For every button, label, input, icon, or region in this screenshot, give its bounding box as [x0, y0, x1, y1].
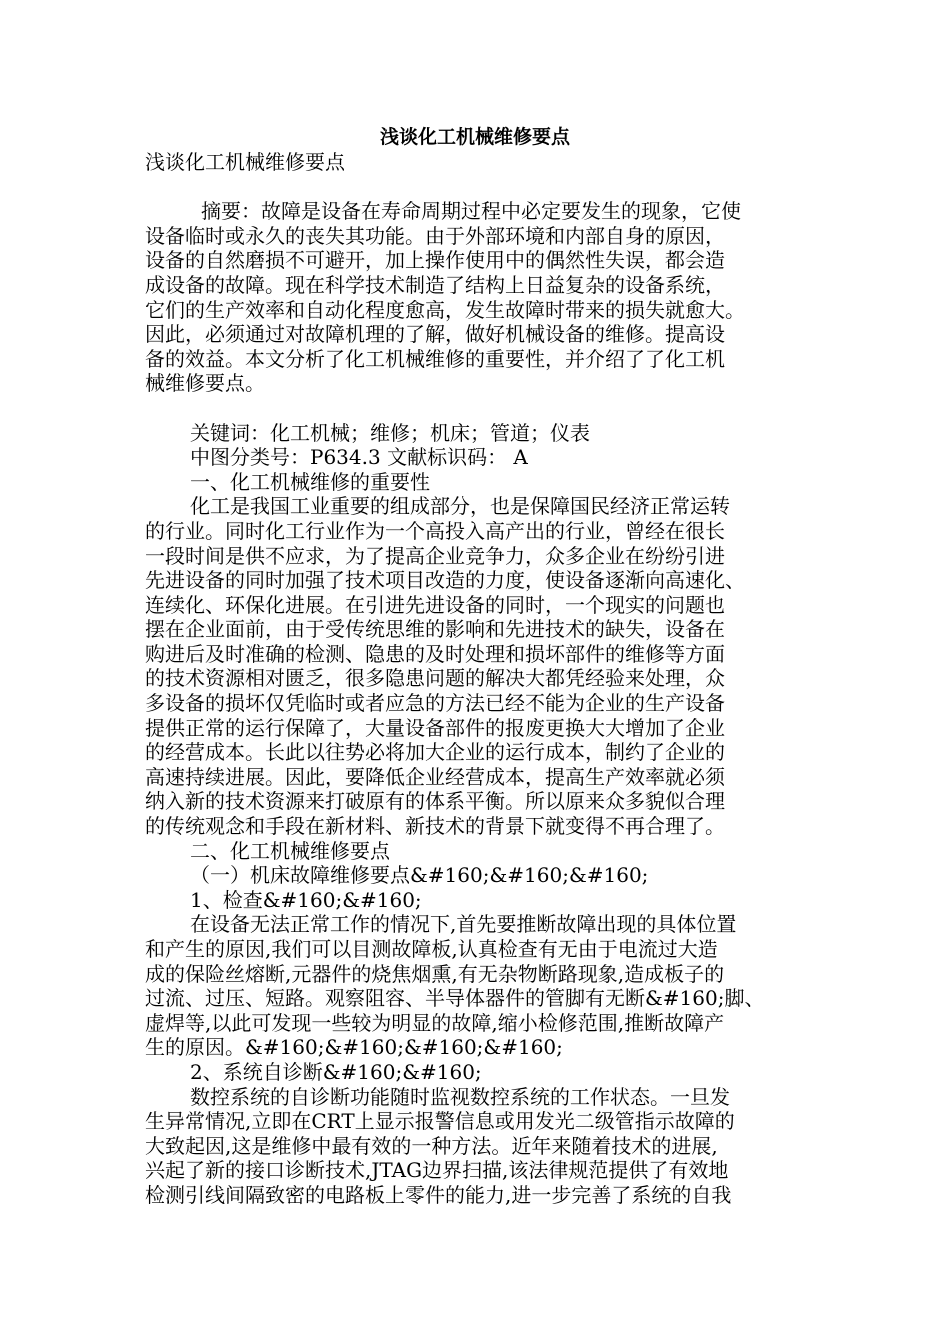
section-heading: 二、化工机械维修要点 [190, 838, 390, 863]
paragraph-line: 连续化、环保化进展。在引进先进设备的同时，一个现实的问题也 [145, 592, 725, 617]
document-body [145, 150, 805, 1208]
paragraph-line: 纳入新的技术资源来打破原有的体系平衡。所以原来众多貌似合理 [145, 789, 725, 814]
abstract-line: 设备的自然磨损不可避开，加上操作使用中的偶然性失误，都会造 [145, 248, 725, 273]
paragraph-line: 在设备无法正常工作的情况下,首先要推断故障出现的具体位置 [190, 912, 737, 937]
abstract-line: 设备临时或永久的丧失其功能。由于外部环境和内部自身的原因， [145, 223, 725, 248]
paragraph-line: 提供正常的运行保障了，大量设备部件的报废更换大大增加了企业 [145, 715, 725, 740]
item-heading: 2、系统自诊断&#160;&#160; [190, 1059, 482, 1084]
paragraph-line: 大致起因,这是维修中最有效的一种方法。近年来随着技术的进展, [145, 1133, 718, 1158]
paragraph-line: 购进后及时准确的检测、隐患的及时处理和损坏部件的维修等方面 [145, 641, 725, 666]
classification: 中图分类号：P634.3 文献标识码： A [190, 445, 528, 470]
abstract [145, 199, 805, 396]
abstract-line: 成设备的故障。现在科学技术制造了结构上日益复杂的设备系统， [145, 272, 725, 297]
paragraph-line: 的行业。同时化工行业作为一个高投入高产出的行业，曾经在很长 [145, 518, 725, 543]
paragraph-line: 检测引线间隔致密的电路板上零件的能力,进一步完善了系统的自我 [145, 1182, 732, 1207]
paragraph-line: 一段时间是供不应求，为了提高企业竞争力，众多企业在纷纷引进 [145, 543, 725, 568]
paragraph-line: 和产生的原因,我们可以目测故障板,认真检查有无由于电流过大造 [145, 937, 718, 961]
paragraph-line: 先进设备的同时加强了技术项目改造的力度，使设备逐渐向高速化、 [145, 568, 745, 593]
paragraph-line: 成的保险丝熔断,元器件的烧焦烟熏,有无杂物断路现象,造成板子的 [145, 961, 725, 986]
abstract-line: 摘要：故障是设备在寿命周期过程中必定要发生的现象，它使 [201, 199, 741, 224]
paragraph-line: 的经营成本。长此以往势必将加大企业的运行成本，制约了企业的 [145, 740, 725, 765]
abstract-line: 因此，必须通过对故障机理的了解，做好机械设备的维修。提高设 [145, 322, 725, 347]
paragraph-line: 生异常情况,立即在CRT上显示报警信息或用发光二级管指示故障的 [145, 1109, 735, 1134]
document-subtitle: 浅谈化工机械维修要点 [145, 150, 345, 174]
item-2-paragraph [145, 1085, 805, 1208]
abstract-line: 备的效益。本文分析了化工机械维修的重要性，并介绍了了化工机 [145, 346, 725, 371]
document-title: 浅谈化工机械维修要点 [379, 126, 570, 148]
keywords: 关键词：化工机械；维修；机床；管道；仪表 [190, 420, 590, 445]
paragraph-line: 数控系统的自诊断功能随时监视数控系统的工作状态。一旦发 [190, 1084, 730, 1109]
paragraph-line: 高速持续进展。因此，要降低企业经营成本，提高生产效率就必须 [145, 764, 725, 789]
subsection-heading: （一）机床故障维修要点&#160;&#160;&#160; [190, 863, 649, 888]
paragraph-line: 化工是我国工业重要的组成部分，也是保障国民经济正常运转 [190, 494, 730, 519]
item-1-paragraph [145, 912, 805, 1060]
abstract-line: 械维修要点。 [145, 371, 265, 396]
abstract-line: 它们的生产效率和自动化程度愈高，发生故障时带来的损失就愈大。 [145, 297, 745, 322]
paragraph-line: 的技术资源相对匮乏，很多隐患问题的解决大都凭经验来处理，众 [145, 666, 725, 691]
item-heading: 1、检查&#160;&#160; [190, 887, 422, 912]
paragraph-line: 的传统观念和手段在新材料、新技术的背景下就变得不再合理了。 [145, 814, 725, 839]
blank-line [145, 175, 805, 200]
paragraph-line: 多设备的损坏仅凭临时或者应急的方法已经不能为企业的生产设备 [145, 691, 725, 716]
blank-line [145, 396, 805, 421]
paragraph-line: 摆在企业面前，由于受传统思维的影响和先进技术的缺失，设备在 [145, 617, 725, 642]
paragraph-line: 生的原因。&#160;&#160;&#160;&#160; [145, 1035, 563, 1060]
section-1-paragraph [145, 494, 805, 838]
paragraph-line: 过流、过压、短路。观察阻容、半导体器件的管脚有无断&#160;脚、 [145, 986, 765, 1011]
paragraph-line: 兴起了新的接口诊断技术,JTAG边界扫描,该法律规范提供了有效地 [145, 1158, 729, 1183]
paragraph-line: 虚焊等,以此可发现一些较为明显的故障,缩小检修范围,推断故障产 [145, 1010, 725, 1035]
section-heading: 一、化工机械维修的重要性 [190, 469, 430, 494]
